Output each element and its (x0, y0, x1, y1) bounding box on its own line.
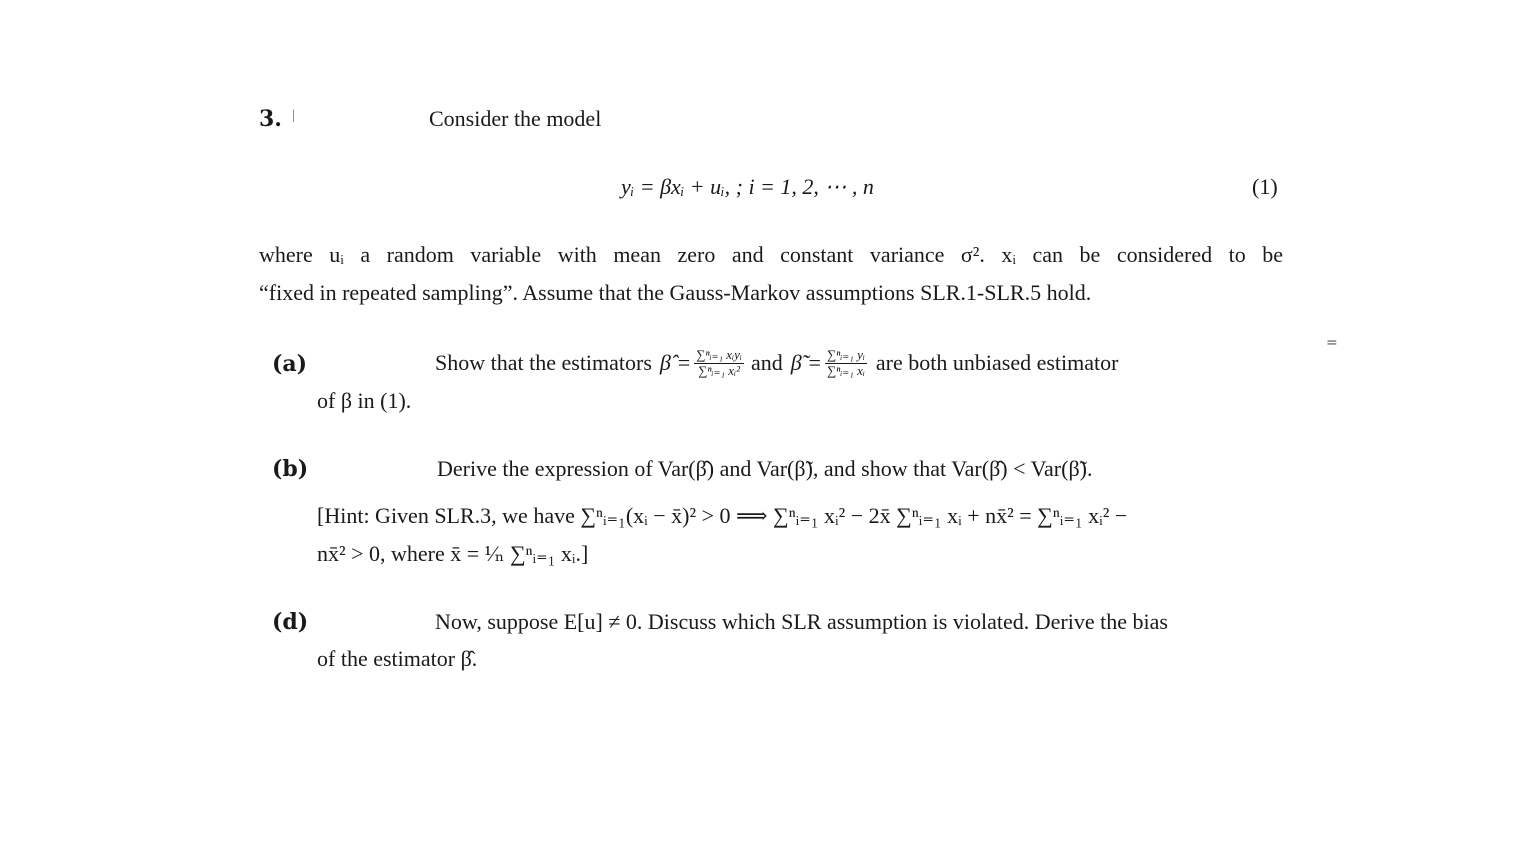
beta-tilde-denominator: ∑ⁿᵢ₌₁ xᵢ (827, 362, 865, 378)
beta-hat-lhs: β̂ = (659, 350, 692, 375)
question-number: 3. (259, 106, 282, 132)
beta-tilde-lhs: β̃ = (790, 350, 823, 375)
part-d-line-1: Now, suppose E[u] ≠ 0. Discuss which SLR assumption is violated. Derive the bias (435, 609, 1168, 634)
beta-hat-numerator: ∑ⁿᵢ₌₁ xᵢyᵢ (696, 347, 742, 363)
part-a-text-start: Show that the estimators (435, 350, 652, 375)
equation-number: (1) (1252, 174, 1278, 199)
part-b-line-1: Derive the expression of Var(β̂) and Var(β̃), and show that Var(β̂) < Var(β̃). (437, 456, 1093, 481)
part-d-label: (d) (272, 609, 309, 635)
part-a-line-2: of β in (1). (317, 388, 412, 413)
part-a-and: and (750, 350, 783, 375)
question-intro: Consider the model (429, 106, 602, 131)
part-a-line-1 (435, 340, 1118, 386)
part-b-hint-line-2: nx̄² > 0, where x̄ = ¹⁄ₙ ∑ⁿᵢ₌₁ xᵢ.] (317, 541, 589, 566)
assumption-line-2: “fixed in repeated sampling”. Assume that the Gauss-Markov assumptions SLR.1-SLR.5 hold. (259, 280, 1092, 305)
part-d-line-2: of the estimator β̂. (317, 646, 478, 671)
beta-hat-denominator: ∑ⁿᵢ₌₁ xᵢ² (698, 362, 740, 378)
beta-hat-fraction (694, 348, 744, 378)
cursor-mark: | (292, 108, 295, 123)
part-a-text-end: are both unbiased estimator (875, 350, 1119, 375)
part-b-hint-line-1: [Hint: Given SLR.3, we have ∑ⁿᵢ₌₁(xᵢ − x̄)² > 0 ⟹ ∑ⁿᵢ₌₁ xᵢ² − 2x̄ ∑ⁿᵢ₌₁ xᵢ + nx̄² = ∑ⁿᵢ₌₁ xᵢ² − (317, 503, 1128, 528)
part-b-label: (b) (272, 456, 309, 482)
beta-tilde-numerator: ∑ⁿᵢ₌₁ yᵢ (827, 347, 865, 363)
beta-tilde-fraction (825, 348, 867, 378)
margin-mark: = (1326, 335, 1338, 351)
model-equation: yᵢ = βxᵢ + uᵢ, ; i = 1, 2, ⋯ , n (621, 174, 874, 199)
assumption-line-1: where uᵢ a random variable with mean zero and constant variance σ². xᵢ can be considered to be (259, 242, 1283, 267)
part-a-label: (a) (272, 351, 308, 377)
